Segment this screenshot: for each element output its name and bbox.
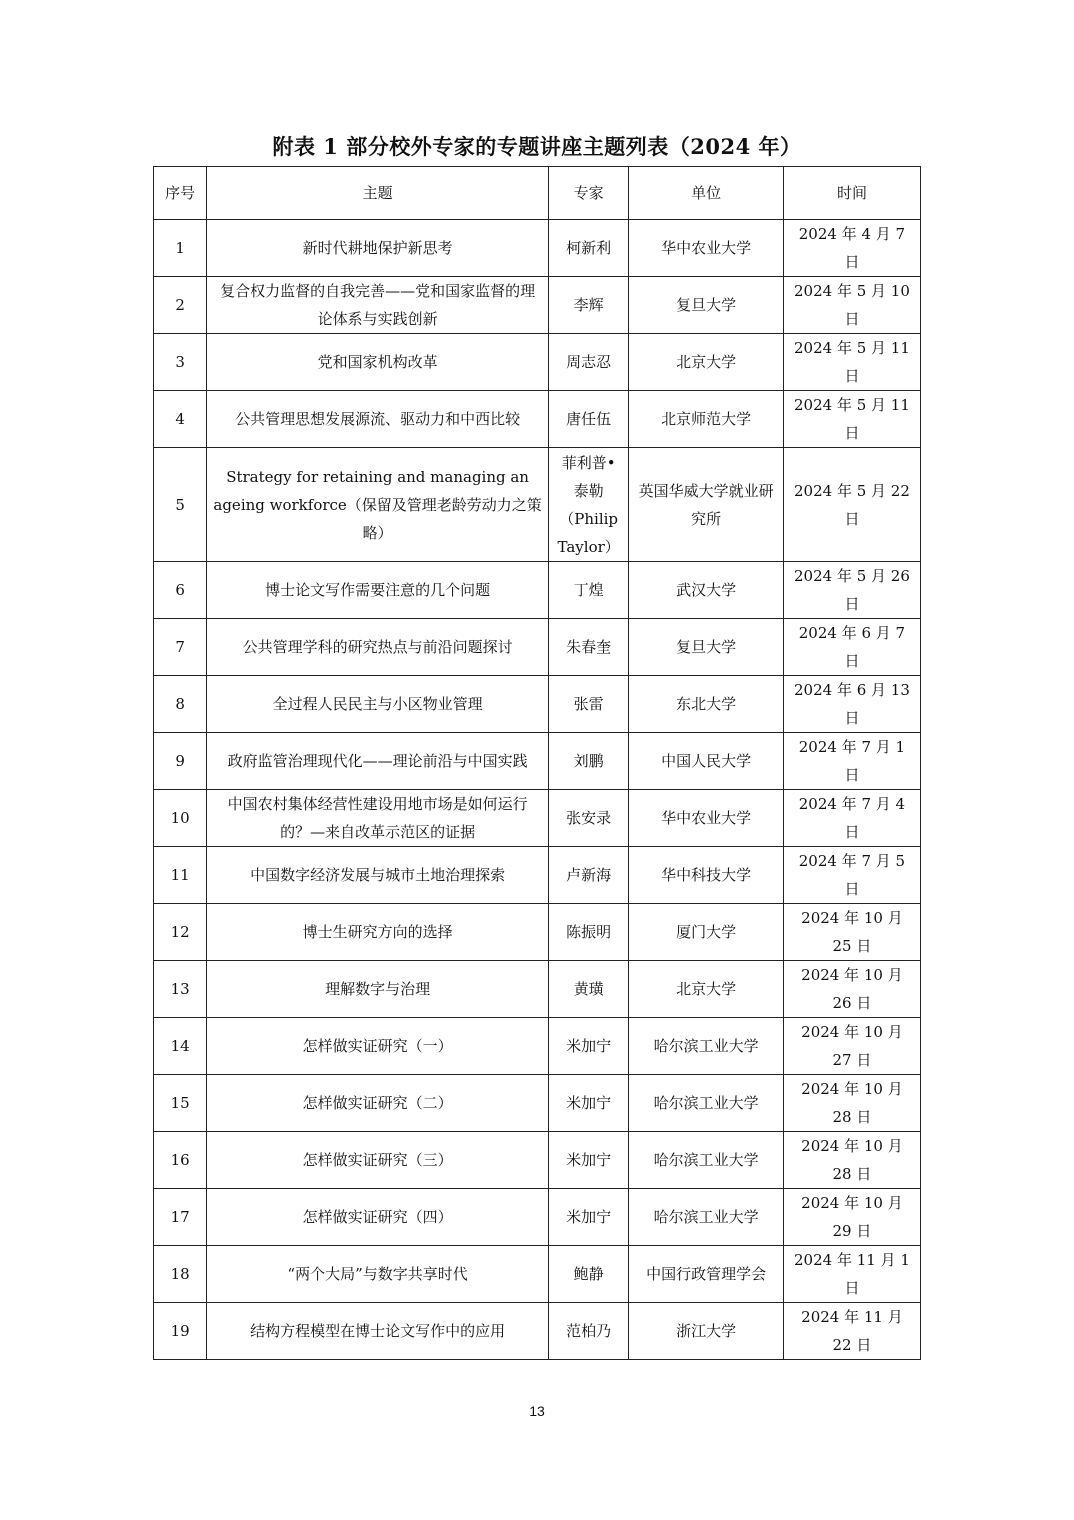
table-row [154, 277, 921, 334]
row-time: 2024 年 7 月 5 日 [783, 847, 920, 904]
row-unit: 北京大学 [629, 334, 783, 391]
row-no: 14 [154, 1018, 207, 1075]
row-time: 2024 年 5 月 11 日 [783, 391, 920, 448]
row-unit: 哈尔滨工业大学 [629, 1075, 783, 1132]
row-topic: 公共管理思想发展源流、驱动力和中西比较 [207, 391, 549, 448]
page-number: 13 [529, 1403, 545, 1419]
table-row [154, 1075, 921, 1132]
row-topic: 结构方程模型在博士论文写作中的应用 [207, 1303, 549, 1360]
row-no: 10 [154, 790, 207, 847]
row-unit: 哈尔滨工业大学 [629, 1189, 783, 1246]
row-expert: 李辉 [548, 277, 629, 334]
table-row [154, 619, 921, 676]
table-title: 附表 1 部分校外专家的专题讲座主题列表（2024 年） [272, 134, 802, 159]
row-unit: 浙江大学 [629, 1303, 783, 1360]
row-expert: 范柏乃 [548, 1303, 629, 1360]
row-expert: 刘鹏 [548, 733, 629, 790]
row-topic: 中国数字经济发展与城市土地治理探索 [207, 847, 549, 904]
row-unit: 复旦大学 [629, 277, 783, 334]
row-no: 17 [154, 1189, 207, 1246]
row-time: 2024 年 10 月 26 日 [783, 961, 920, 1018]
row-topic: 怎样做实证研究（一） [207, 1018, 549, 1075]
row-topic: Strategy for retaining and managing an ageing workforce（保留及管理老龄劳动力之策略） [207, 448, 549, 562]
row-expert: 张雷 [548, 676, 629, 733]
row-no: 13 [154, 961, 207, 1018]
header-unit: 单位 [629, 167, 783, 220]
row-unit: 华中科技大学 [629, 847, 783, 904]
row-unit: 北京大学 [629, 961, 783, 1018]
row-time: 2024 年 7 月 1 日 [783, 733, 920, 790]
row-no: 4 [154, 391, 207, 448]
row-topic: 复合权力监督的自我完善——党和国家监督的理论体系与实践创新 [207, 277, 549, 334]
row-no: 18 [154, 1246, 207, 1303]
table-row [154, 733, 921, 790]
row-topic: 理解数字与治理 [207, 961, 549, 1018]
row-expert: 张安录 [548, 790, 629, 847]
row-unit: 哈尔滨工业大学 [629, 1132, 783, 1189]
table-row [154, 562, 921, 619]
table-row [154, 904, 921, 961]
row-topic: 政府监管治理现代化——理论前沿与中国实践 [207, 733, 549, 790]
row-unit: 中国人民大学 [629, 733, 783, 790]
row-expert: 卢新海 [548, 847, 629, 904]
row-time: 2024 年 7 月 4 日 [783, 790, 920, 847]
row-no: 3 [154, 334, 207, 391]
row-unit: 英国华威大学就业研究所 [629, 448, 783, 562]
table-row [154, 847, 921, 904]
row-no: 19 [154, 1303, 207, 1360]
row-expert: 柯新利 [548, 220, 629, 277]
row-no: 8 [154, 676, 207, 733]
row-expert: 朱春奎 [548, 619, 629, 676]
table-row [154, 1132, 921, 1189]
table-row [154, 220, 921, 277]
header-expert: 专家 [548, 167, 629, 220]
lecture-table [153, 166, 921, 1360]
table-row [154, 961, 921, 1018]
row-no: 1 [154, 220, 207, 277]
table-row [154, 448, 921, 562]
table-row [154, 1246, 921, 1303]
row-expert: 丁煌 [548, 562, 629, 619]
row-expert: 米加宁 [548, 1075, 629, 1132]
table-row [154, 1303, 921, 1360]
row-expert: 米加宁 [548, 1132, 629, 1189]
table-row [154, 1189, 921, 1246]
row-expert: 唐任伍 [548, 391, 629, 448]
table-row [154, 790, 921, 847]
row-unit: 哈尔滨工业大学 [629, 1018, 783, 1075]
row-time: 2024 年 10 月 29 日 [783, 1189, 920, 1246]
row-topic: 全过程人民民主与小区物业管理 [207, 676, 549, 733]
row-no: 9 [154, 733, 207, 790]
row-no: 11 [154, 847, 207, 904]
row-expert: 周志忍 [548, 334, 629, 391]
row-unit: 复旦大学 [629, 619, 783, 676]
row-time: 2024 年 5 月 26 日 [783, 562, 920, 619]
table-header-row [154, 167, 921, 220]
row-time: 2024 年 5 月 11 日 [783, 334, 920, 391]
row-no: 16 [154, 1132, 207, 1189]
row-topic: 博士生研究方向的选择 [207, 904, 549, 961]
row-no: 6 [154, 562, 207, 619]
row-time: 2024 年 10 月 28 日 [783, 1075, 920, 1132]
row-unit: 中国行政管理学会 [629, 1246, 783, 1303]
row-unit: 武汉大学 [629, 562, 783, 619]
row-topic: “两个大局”与数字共享时代 [207, 1246, 549, 1303]
header-no: 序号 [154, 167, 207, 220]
row-topic: 中国农村集体经营性建设用地市场是如何运行的？—来自改革示范区的证据 [207, 790, 549, 847]
table-row [154, 1018, 921, 1075]
table-row [154, 676, 921, 733]
row-time: 2024 年 5 月 22 日 [783, 448, 920, 562]
row-expert: 黄璜 [548, 961, 629, 1018]
row-time: 2024 年 6 月 13 日 [783, 676, 920, 733]
table-row [154, 334, 921, 391]
row-time: 2024 年 4 月 7 日 [783, 220, 920, 277]
row-expert: 米加宁 [548, 1189, 629, 1246]
row-topic: 新时代耕地保护新思考 [207, 220, 549, 277]
header-time: 时间 [783, 167, 920, 220]
header-topic: 主题 [207, 167, 549, 220]
row-time: 2024 年 10 月 28 日 [783, 1132, 920, 1189]
row-time: 2024 年 11 月 1 日 [783, 1246, 920, 1303]
row-time: 2024 年 5 月 10 日 [783, 277, 920, 334]
row-expert: 陈振明 [548, 904, 629, 961]
row-unit: 厦门大学 [629, 904, 783, 961]
row-time: 2024 年 11 月 22 日 [783, 1303, 920, 1360]
row-topic: 怎样做实证研究（四） [207, 1189, 549, 1246]
row-unit: 华中农业大学 [629, 220, 783, 277]
row-expert: 菲利普•泰勒（Philip Taylor） [548, 448, 629, 562]
row-expert: 米加宁 [548, 1018, 629, 1075]
row-no: 7 [154, 619, 207, 676]
row-no: 12 [154, 904, 207, 961]
row-time: 2024 年 10 月 25 日 [783, 904, 920, 961]
row-topic: 怎样做实证研究（二） [207, 1075, 549, 1132]
row-no: 15 [154, 1075, 207, 1132]
row-unit: 北京师范大学 [629, 391, 783, 448]
row-time: 2024 年 10 月 27 日 [783, 1018, 920, 1075]
row-expert: 鲍静 [548, 1246, 629, 1303]
row-topic: 怎样做实证研究（三） [207, 1132, 549, 1189]
table-row [154, 391, 921, 448]
row-topic: 博士论文写作需要注意的几个问题 [207, 562, 549, 619]
row-no: 2 [154, 277, 207, 334]
row-topic: 党和国家机构改革 [207, 334, 549, 391]
row-no: 5 [154, 448, 207, 562]
row-topic: 公共管理学科的研究热点与前沿问题探讨 [207, 619, 549, 676]
row-time: 2024 年 6 月 7 日 [783, 619, 920, 676]
row-unit: 东北大学 [629, 676, 783, 733]
row-unit: 华中农业大学 [629, 790, 783, 847]
